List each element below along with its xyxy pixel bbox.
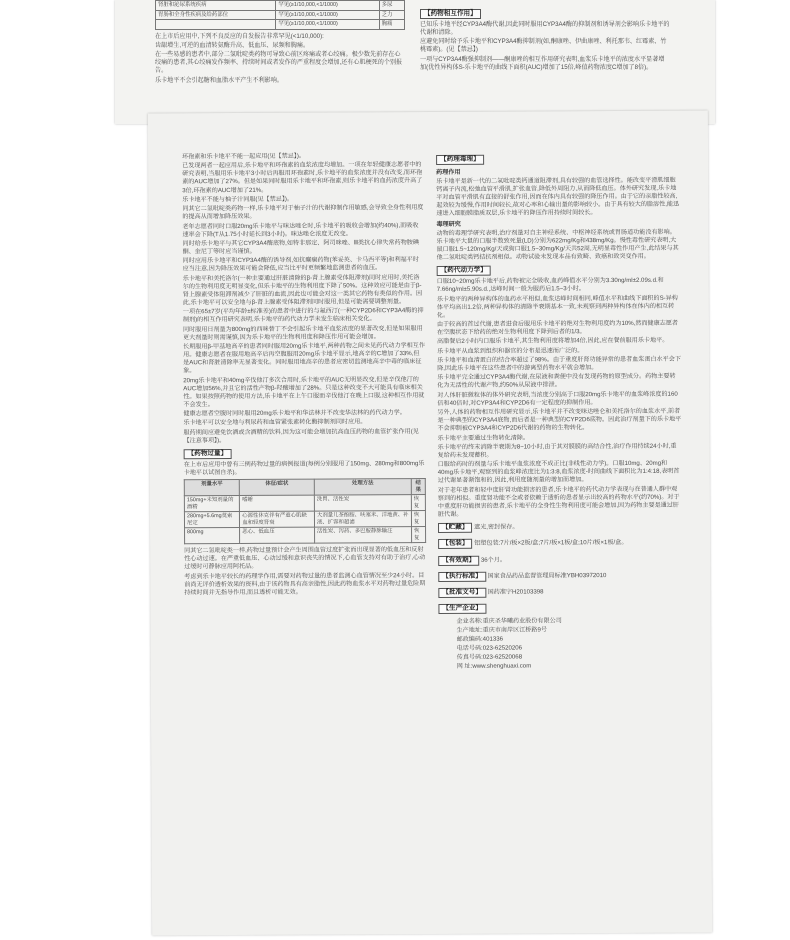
top-left-column	[155, 0, 405, 86]
body-paragraph: 一项在65±7岁(平均年龄±标准差)的患者中进行的与氟西汀(一种CYP2D6和CYP3A4酶的抑制剂)的相互作用研究表明,乐卡地平的药代动力学未发生临床相关变化。	[182, 307, 424, 324]
table-cell: 恢复	[411, 527, 425, 543]
body-paragraph: 动物的毒理学研究表明,治疗剂量对自主神经系统、中枢神经系统或胃肠道功能没有影响。乐卡地平大鼠的口服半数致死量(LD)分别为622mg/Kg和438mg/Kg。慢性毒性研究表明,大鼠口服1.5~120mg/Kg/天或狗口服1.5~30mg/Kg/天共52周,无明显毒性作用产生,此结果与其他二氢吡啶类钙拮抗剂相似。动物试验未发现本品有致畸、致癌和致突变作用。	[436, 228, 679, 261]
approval-line	[438, 584, 682, 600]
body-paragraph: 乐卡地平可以安全地与利尿药和血管紧张素转化酶抑制剂同时应用。	[183, 418, 367, 427]
table-cell: 280mg+5.6mg莫索尼定	[184, 512, 239, 528]
body-paragraph: 健康志愿者空腹时同时服用20mg乐卡地平和华法林并不改变华法林的药代动力学。	[183, 409, 406, 418]
table-cell: 多尿	[379, 1, 404, 11]
company-phone: 电话号码:023-62520206	[456, 644, 523, 652]
body-paragraph: 乐卡地平主要通过生物转化清除。	[437, 434, 529, 442]
storage-line	[438, 519, 682, 535]
standard-label: 【执行标准】	[438, 572, 486, 582]
body-paragraph: 服药期间应避免饮酒或含酒精的饮料,因为这可能会增加抗高血压药物的血管扩张作用(见【注意事项】)。	[183, 427, 419, 445]
company-name: 企业名称:重庆圣华曦药业股份有限公司	[456, 617, 562, 626]
body-paragraph: 乐卡地平和血清蛋白的结合率超过了98%。由于重度肝肾功能异常的患者血浆蛋白水平会下降,因此乐卡地平在这些患者中的游离型药物水平就会增加。	[437, 355, 681, 373]
table-cell: 活性炭、泻药、多巴胺静脉输注	[314, 527, 411, 544]
company-fax: 传真号码:023-62520068	[456, 653, 523, 661]
section-title-overdose: 【药物过量】	[184, 449, 232, 459]
main-left-column	[182, 152, 426, 598]
table-cell: 恶心、低血压	[240, 527, 315, 543]
body-paragraph: 已知乐卡地平经CYP3A4酶代谢,因此同时服用CYP3A4酶的抑制剂和诱导剂会影响乐卡地平的代谢和清除。	[420, 21, 670, 37]
package-value: 铝塑包装:7片/板×2板/盒;7片/板×1板/盒;10片/板×1板/盒。	[474, 539, 628, 548]
body-paragraph: 应避免同时给予乐卡地平和CYP3A4酶抑制剂(如,酮康唑、伊曲康唑、利托那韦、红霉素、竹桃霉素)。(见【禁忌】)	[420, 38, 667, 54]
body-paragraph: 对人体肝脏微粒体的体外研究表明,当浓度分别高于口服20mg乐卡地平的血浆峰浓度的160倍和40倍时,对CYP3A4和CYP2D6有一定程度的抑制作用。	[437, 390, 678, 407]
main-right-column	[436, 151, 683, 672]
table-cell: 150mg+未知剂量的酒精	[184, 496, 239, 512]
body-paragraph: 同时给乐卡地平与其它CYP3A4酶底物,如特非那定、阿司咪唑、Ⅲ类抗心律失常药物胺碘酮、奎尼丁等时应当谨慎。	[182, 238, 420, 256]
body-paragraph: 同其它二氢吡啶类一样,药物过量预计会产生周围血管过度扩张而出现显著的低血压和反射性心动过速。在严重低血压、心动过缓和意识丧失的情况下,心血管支持对有助于治疗,心动过缓时可静脉应用阿托品。	[184, 546, 426, 571]
table-cell: 乏力	[379, 10, 404, 20]
table-cell: 胸痛	[379, 20, 404, 30]
body-paragraph: 由于较高的首过代谢,患者进食后服用乐卡地平的绝对生物利用度约为10%,然而健康志愿者在空腹状态下给药的绝对生物利用度下降到后者的1/3。	[436, 319, 679, 337]
column-header: 处理方法	[314, 479, 411, 496]
column-header: 剂量水平	[184, 480, 239, 496]
storage-label: 【贮藏】	[438, 523, 472, 533]
section-title-pharmacology: 【药理毒理】	[436, 155, 484, 165]
table-cell: 罕见(≥1/10,000,<1/1000)	[276, 20, 379, 30]
body-paragraph: 乐卡地平的两种异构体的血药水平相似,血浆达峰时间相同,峰值水平和曲线下面积的S-异构体平均高出1.2倍,两种异构体的清除半衰期基本一致,未观察到两种异构体在体内的相互转化。	[436, 294, 678, 319]
subheading-pharmacology: 药理作用	[436, 168, 461, 176]
table-row	[184, 495, 425, 512]
table-cell: 嗜睡	[240, 495, 315, 511]
body-paragraph: 20mg乐卡地平和40mg辛伐他汀多次合用时,乐卡地平的AUC无明显改变,但是辛伐他汀的AUC增加56%,并且它的活性产物β-羟酸增加了28%。只是这种改变不大可能具有临床相关性。如果按照药物的使用方法,乐卡地平在上午口服而辛伐他汀在晚上口服,这种相互作用就不会发生。	[183, 375, 425, 409]
company-address: 生产地址:重庆市南岸区江桥路9号	[456, 626, 547, 634]
body-paragraph: 乐卡地平是新一代的二氢吡啶类钙通道阻滞剂,具有较强的血管选择性。能改变平滑肌细胞钙离子内流,松弛血管平滑肌,扩张血管,降低外周阻力,从而降低血压。体外研究发现,乐卡地平对血管平滑肌有直接的舒张作用,因而在体内具有较强的降压作用。由于它的亲脂性较高,起效较为缓慢,作用时间较长,故对心率和心输出量的影响较小。由于具有较大的脂溶性,能迅速进入细胞膜脂质双层,乐卡地平的降压作用持续时间较长。	[436, 176, 680, 218]
approval-label: 【批准文号】	[438, 588, 486, 598]
body-paragraph: 老年志愿者同时口服20mg乐卡地平与咪达唑仑时,乐卡地平的吸收会增加(约40%),而吸收速率会下降(T从1.75小时延长到3小时)。咪达唑仑浓度无改变。	[182, 221, 419, 238]
overdose-table	[184, 478, 426, 544]
table-cell: 800mg	[185, 528, 240, 544]
body-paragraph: 乐卡地平的终末消除半衰期为8~10小时,由于其对膜膜的高结合性,治疗作用持续24小时,重复给药未发现蓄积。	[437, 442, 677, 459]
table-row	[184, 511, 425, 528]
section-title-pharmacokinetics: 【药代动力学】	[437, 266, 491, 276]
table-cell: 肾脏和泌尿系统疾病	[156, 1, 276, 11]
table-cell: 罕见(≥1/10,000,<1/1000)	[276, 1, 379, 11]
body-paragraph: 长期服用β-甲基地高辛的患者同时服用20mg乐卡地平,两种药物之间未见药代动力学相互作用。健康志愿者在服用地高辛后再空腹服用20mg乐卡地平显示,地高辛的C增加了33%,但是AUC和肾脏清除率无显著变化。同时服用地高辛的患者应密切监测地高辛中毒的临床征象。	[183, 341, 425, 375]
company-info	[438, 617, 682, 671]
body-paragraph: 已发现两者一起应用后,乐卡地平和环孢素的血浆浓度均增加。一项在年轻健康志愿者中的研究表明,当服用乐卡地平3小时后再服用环孢素时,乐卡地平的血浆浓度并没有改变,而环孢素的AUC增加了27%。但是如果同时服用乐卡地平和环孢素,则乐卡地平的血药浓度升高了3倍,环孢素的AUC增加了21%。	[182, 161, 423, 194]
body-paragraph: 另外,人体的药物相互作用研究显示,乐卡地平并不改变咪达唑仑和美托洛尔的血浆水平,前者是一种典型的CYP3A4底物,而后者是一种典型的CYP2D6底物。因此治疗剂量下的乐卡地平不会抑制被CYP3A4和CYP2D6代谢的药物的生物转化。	[437, 407, 682, 433]
body-paragraph: 乐卡地平不会引起糖和血脂水平产生不利影响。	[155, 76, 283, 84]
table-row	[185, 527, 426, 544]
body-paragraph: 一项与CYP3A4酶强抑制剂——酮康唑的相互作用研究表明,血浆乐卡地平的浓度水平显著增加(优性异构体S-乐卡地平的曲线下面积(AUC)增加了15倍,峰值药物浓度C增加了8倍)。	[420, 55, 665, 71]
body-paragraph: 乐卡地平从血浆到组织和器官的分布是迅速而广泛的。	[437, 346, 584, 355]
body-paragraph: 口服10~20mg乐卡地平后,药物被完全吸收,血药峰值水平分别为3.30ng/ml±2.09s.d.和7.66ng/ml±5.90s.d.,达峰时间一般为服药后1.5~3小时。	[436, 276, 664, 294]
body-paragraph: 同其它二氢吡啶类药物一样,乐卡地平对于柚子汁的代谢抑制作用敏感,会导致全身性利用度的提高从而增加降压效果。	[182, 204, 424, 221]
table-cell: 胃肠和全身性疾病及给药部位	[156, 10, 276, 20]
standard-line	[438, 568, 682, 584]
body-paragraph: 同时应用乐卡地平和CYP3A4酶的诱导剂,如抗癫痫药物(苯妥英、卡马西平等)和利福平时应当注意,因为降压效果可能会降低,应当比平时更频繁地监测患者的血压。	[182, 256, 419, 273]
company-website: 网 址:www.shenghuaxi.com	[456, 662, 532, 670]
body-paragraph: 考虑到乐卡地平较长的药理学作用,需要对药物过量的患者监测心血管情况至少24小时。目前尚无评价透析效果的资料,由于该药物具有高亲脂性,因此药物血浆水平对药物过量危险期持续时间并无指导作用,而且透析可能无效。	[184, 571, 426, 597]
body-paragraph: 乐卡地平和美托洛尔(一种主要通过肝脏清除的β-肾上腺素受体阻滞剂)同时应用时,美托洛尔的生物利用度无明显变化,但乐卡地平的生物利用度下降了50%。这种效应可能是由于β-肾上腺素受体阻滞剂减少了肝脏的血流,因此也可能会对这一类其它药物有类似的作用。因此,乐卡地平可以安全地与β-肾上腺素受体阻滞剂同时服用,但是可能需要调整剂量。	[182, 273, 423, 307]
body-paragraph: 高脂餐后2小时内口服乐卡地平,其生物利用度将增加4倍,因此,应在餐前服用乐卡地平。	[437, 337, 669, 346]
table-cell: 心源性休克伴有严重心肌缺血和轻度肾衰	[240, 511, 315, 527]
table-cell: 洗胃、活性炭	[314, 495, 411, 512]
table-header-row	[184, 479, 425, 496]
table-cell: 大剂量儿茶酚胺、呋塞米、洋地黄、补液、扩容和超滤	[314, 511, 411, 528]
table-cell	[156, 20, 276, 30]
body-paragraph: 乐卡地平完全通过CYP3A4酶代谢,在尿液和粪便中没有发现药物的原型成分。药物主要转化为无活性的代谢产物,约50%从尿液中排泄。	[437, 373, 676, 390]
table-row	[156, 1, 405, 11]
column-header: 体征/症状	[239, 479, 314, 495]
body-paragraph: 同时服用日剂量为800mg的西咪替丁不会引起乐卡地平血浆浓度的显著改变,但是如果服用更大剂量时则需谨慎,因为乐卡地平的生物利用度和降压作用可能会增加。	[182, 324, 423, 341]
body-paragraph: 在上市后应用中,下列不良反应的自发报告非常罕见(<1/10,000):	[155, 32, 324, 40]
standard-value: 国家食品药品监督管理局标准YBH03972010	[487, 571, 607, 580]
body-paragraph: 在上市后应用中曾有三例药物过量的病例报道(每例分别服用了150mg、280mg和800mg乐卡地平以试图自杀)。	[183, 460, 425, 477]
body-paragraph: 环孢素和乐卡地平不能一起应用(见【禁忌】)。	[182, 152, 305, 161]
adverse-reaction-table	[155, 0, 405, 30]
approval-value: 国药准字H20103398	[487, 588, 544, 596]
package-line	[438, 535, 682, 551]
table-row	[156, 10, 405, 20]
company-label: 【生产企业】	[438, 604, 486, 614]
table-cell: 罕见(≥1/10,000,<1/1000)	[276, 10, 379, 20]
package-label: 【包装】	[438, 539, 472, 549]
body-paragraph: 在一些易感的患者中,部分二氢吡啶类药物可导致心前区疼痛或者心绞痛。极少数先前存在心绞痛的患者,其心绞痛发作频率、持续时间或者发作的严重程度会增加,还有心肌梗死的个别报告。	[155, 51, 403, 75]
body-paragraph: 对于老年患者和轻中度肝肾功能损害的患者,乐卡地平的药代动力学表现与在普通人群中观察到的相似。重度肾功能不全或者依赖于透析的患者显示出较高的药物水平(约70%)。对于中重度肝功能损害的患者,乐卡地平的全身性生物利用度可能会增加,因为药物主要是通过肝脏代谢。	[437, 485, 680, 518]
body-paragraph: 口服给药时的剂量与乐卡地平血浆浓度不成正比(非线性动力学)。口服10mg、20mg和40mg乐卡地平,观察到的血浆峰浓度比为1:3:8,血浆浓度-时间曲线下面积比为1:4:18,表明首过代谢显著渐饱和的,因此,利用度随剂量的增加而增加。	[437, 460, 680, 485]
storage-value: 遮光,密封保存。	[474, 523, 519, 532]
company-postcode: 邮政编码:401336	[456, 635, 504, 643]
main-leaflet-page	[148, 111, 712, 936]
top-right-column	[420, 6, 670, 73]
table-cell: 恢复	[411, 511, 425, 527]
body-paragraph: 齿龈增生,可逆的血清转氨酶升高、低血压、尿频和胸痛。	[155, 41, 310, 49]
body-paragraph: 乐卡地平不能与柚子汁同服(见【禁忌】)。	[182, 195, 294, 204]
top-leaflet-page	[115, 0, 715, 124]
table-cell: 恢复	[411, 495, 425, 511]
table-row	[156, 20, 405, 30]
column-header: 结果	[411, 479, 425, 495]
subheading-toxicology: 毒理研究	[436, 220, 461, 228]
validity-value: 36个月。	[480, 556, 506, 564]
validity-line	[438, 551, 682, 567]
validity-label: 【有效期】	[438, 555, 479, 565]
section-title-interactions: 【药物相互作用】	[420, 9, 481, 19]
